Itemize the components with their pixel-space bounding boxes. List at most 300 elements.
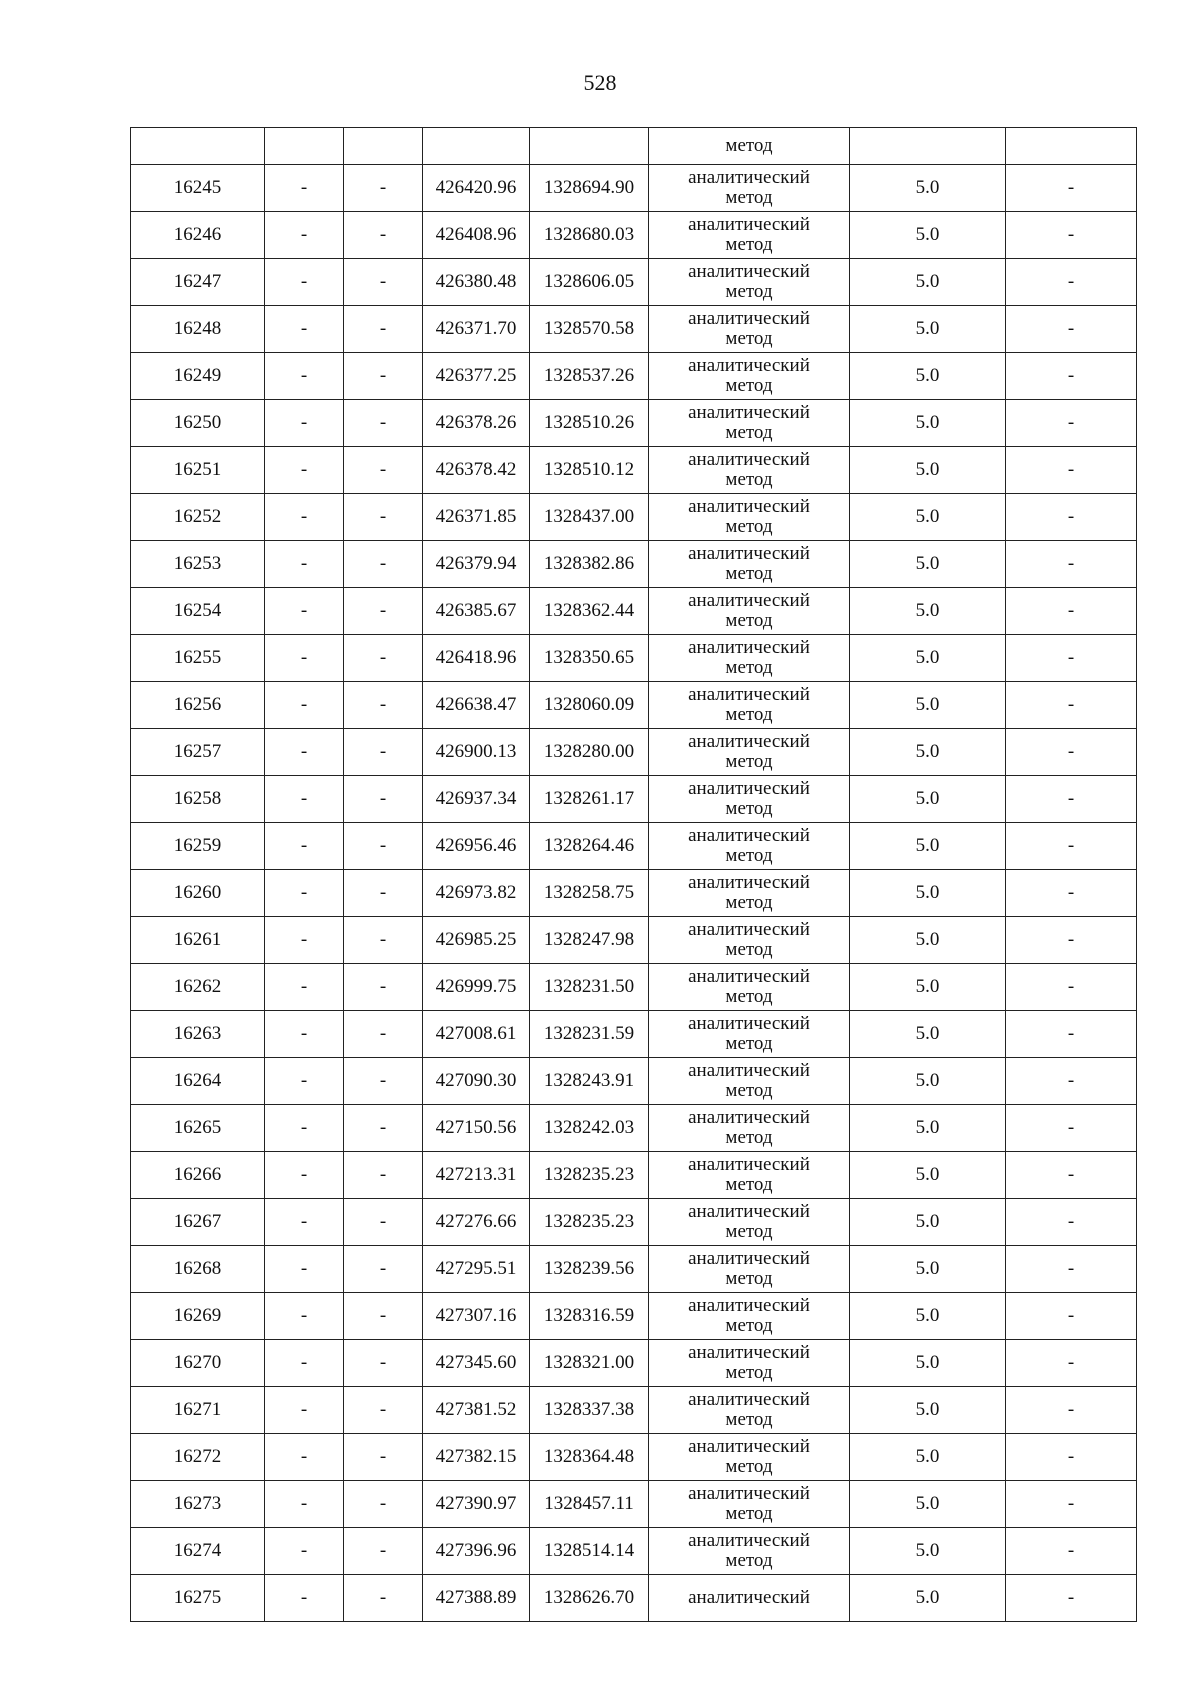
table-row <box>131 635 1137 682</box>
cell-y: 1328235.23 <box>530 1199 649 1246</box>
cell-dash: - <box>265 1246 344 1293</box>
method-line-1: аналитический <box>688 261 810 282</box>
cell-method <box>649 353 850 400</box>
cell-error: 5.0 <box>850 823 1006 870</box>
table-row <box>131 1434 1137 1481</box>
cell-method <box>649 964 850 1011</box>
cell-y: 1328362.44 <box>530 588 649 635</box>
table-row <box>131 541 1137 588</box>
method-line-2: метод <box>725 1315 773 1336</box>
cell-empty <box>344 128 423 165</box>
table-row <box>131 917 1137 964</box>
method-line-2: метод <box>725 1127 773 1148</box>
cell-dash: - <box>265 1387 344 1434</box>
cell-dash: - <box>1006 682 1137 729</box>
cell-dash: - <box>1006 917 1137 964</box>
cell-y: 1328264.46 <box>530 823 649 870</box>
cell-x: 427090.30 <box>423 1058 530 1105</box>
cell-dash: - <box>1006 635 1137 682</box>
method-line-1: аналитический <box>688 449 810 470</box>
method-line-1: аналитический <box>688 402 810 423</box>
cell-dash: - <box>265 212 344 259</box>
cell-empty <box>1006 128 1137 165</box>
cell-x: 426408.96 <box>423 212 530 259</box>
method-line-1: аналитический <box>688 590 810 611</box>
cell-x: 427150.56 <box>423 1105 530 1152</box>
cell-error: 5.0 <box>850 964 1006 1011</box>
cell-error: 5.0 <box>850 212 1006 259</box>
cell-x: 426937.34 <box>423 776 530 823</box>
cell-method <box>649 823 850 870</box>
method-line-2: метод <box>725 892 773 913</box>
cell-dash: - <box>265 541 344 588</box>
cell-point-number: 16249 <box>131 353 265 400</box>
cell-dash: - <box>344 729 423 776</box>
cell-point-number: 16256 <box>131 682 265 729</box>
method-line-1: аналитический <box>688 778 810 799</box>
cell-point-number: 16257 <box>131 729 265 776</box>
cell-x: 427388.89 <box>423 1575 530 1622</box>
cell-x: 427295.51 <box>423 1246 530 1293</box>
cell-dash: - <box>344 259 423 306</box>
table-row <box>131 447 1137 494</box>
table-row <box>131 165 1137 212</box>
cell-error: 5.0 <box>850 635 1006 682</box>
cell-error: 5.0 <box>850 1434 1006 1481</box>
cell-dash: - <box>344 588 423 635</box>
cell-method <box>649 1293 850 1340</box>
cell-dash: - <box>1006 259 1137 306</box>
cell-y: 1328280.00 <box>530 729 649 776</box>
cell-dash: - <box>344 776 423 823</box>
method-line-1: аналитический <box>688 1483 810 1504</box>
cell-error: 5.0 <box>850 1575 1006 1622</box>
method-line-1: аналитический <box>688 1295 810 1316</box>
cell-x: 426371.85 <box>423 494 530 541</box>
table-row <box>131 306 1137 353</box>
cell-y: 1328321.00 <box>530 1340 649 1387</box>
cell-point-number: 16246 <box>131 212 265 259</box>
cell-method <box>649 259 850 306</box>
method-line-1: аналитический <box>688 872 810 893</box>
cell-dash: - <box>265 1434 344 1481</box>
method-line-2: метод <box>725 563 773 584</box>
cell-dash: - <box>344 1058 423 1105</box>
cell-point-number: 16264 <box>131 1058 265 1105</box>
method-line-2: метод <box>725 704 773 725</box>
cell-point-number: 16245 <box>131 165 265 212</box>
table-row <box>131 494 1137 541</box>
cell-dash: - <box>344 870 423 917</box>
cell-dash: - <box>265 870 344 917</box>
cell-dash: - <box>265 964 344 1011</box>
cell-y: 1328235.23 <box>530 1152 649 1199</box>
cell-dash: - <box>1006 1340 1137 1387</box>
cell-x: 427382.15 <box>423 1434 530 1481</box>
table-row <box>131 588 1137 635</box>
cell-error: 5.0 <box>850 306 1006 353</box>
method-line-2: метод <box>725 375 773 396</box>
cell-method <box>649 1340 850 1387</box>
cell-error: 5.0 <box>850 400 1006 447</box>
cell-dash: - <box>1006 823 1137 870</box>
cell-error: 5.0 <box>850 259 1006 306</box>
table-row <box>131 259 1137 306</box>
cell-dash: - <box>344 1340 423 1387</box>
cell-dash: - <box>1006 1011 1137 1058</box>
cell-dash: - <box>344 917 423 964</box>
cell-y: 1328382.86 <box>530 541 649 588</box>
cell-x: 426378.42 <box>423 447 530 494</box>
cell-dash: - <box>1006 541 1137 588</box>
cell-dash: - <box>1006 306 1137 353</box>
method-line-2: метод <box>725 516 773 537</box>
cell-point-number: 16251 <box>131 447 265 494</box>
cell-method <box>649 1105 850 1152</box>
cell-x: 427008.61 <box>423 1011 530 1058</box>
method-line-1: аналитический <box>688 1587 810 1608</box>
method-line-1: аналитический <box>688 1201 810 1222</box>
cell-dash: - <box>1006 400 1137 447</box>
cell-y: 1328060.09 <box>530 682 649 729</box>
cell-x: 426385.67 <box>423 588 530 635</box>
cell-x: 426380.48 <box>423 259 530 306</box>
table-row <box>131 212 1137 259</box>
table-row <box>131 353 1137 400</box>
cell-dash: - <box>265 1340 344 1387</box>
cell-dash: - <box>265 682 344 729</box>
cell-point-number: 16271 <box>131 1387 265 1434</box>
cell-dash: - <box>1006 1105 1137 1152</box>
table-row <box>131 1199 1137 1246</box>
method-line-2: метод <box>725 469 773 490</box>
method-line-2: метод <box>725 1221 773 1242</box>
cell-dash: - <box>344 635 423 682</box>
cell-method <box>649 635 850 682</box>
cell-method <box>649 917 850 964</box>
cell-dash: - <box>1006 1575 1137 1622</box>
method-line-1: аналитический <box>688 1248 810 1269</box>
cell-point-number: 16273 <box>131 1481 265 1528</box>
cell-method <box>649 494 850 541</box>
cell-dash: - <box>265 917 344 964</box>
method-line-2: метод <box>725 1503 773 1524</box>
method-line-2: метод <box>725 1362 773 1383</box>
cell-dash: - <box>1006 1528 1137 1575</box>
cell-x: 426371.70 <box>423 306 530 353</box>
cell-dash: - <box>265 776 344 823</box>
method-line-2: метод <box>725 657 773 678</box>
method-line-2: метод <box>725 1174 773 1195</box>
method-line-1: аналитический <box>688 637 810 658</box>
cell-y: 1328680.03 <box>530 212 649 259</box>
cell-y: 1328694.90 <box>530 165 649 212</box>
method-line-2: метод <box>725 281 773 302</box>
cell-empty <box>131 128 265 165</box>
method-line-1: аналитический <box>688 214 810 235</box>
cell-error: 5.0 <box>850 494 1006 541</box>
coordinates-table <box>130 127 1137 1622</box>
cell-method <box>649 1434 850 1481</box>
cell-dash: - <box>344 353 423 400</box>
cell-dash: - <box>344 964 423 1011</box>
cell-point-number: 16259 <box>131 823 265 870</box>
cell-dash: - <box>1006 1058 1137 1105</box>
cell-dash: - <box>344 1387 423 1434</box>
method-line-2: метод <box>725 845 773 866</box>
cell-dash: - <box>1006 1246 1137 1293</box>
cell-y: 1328231.50 <box>530 964 649 1011</box>
cell-y: 1328350.65 <box>530 635 649 682</box>
cell-method <box>649 165 850 212</box>
cell-dash: - <box>344 400 423 447</box>
cell-point-number: 16261 <box>131 917 265 964</box>
cell-dash: - <box>1006 494 1137 541</box>
table-row <box>131 964 1137 1011</box>
cell-dash: - <box>1006 1199 1137 1246</box>
cell-y: 1328514.14 <box>530 1528 649 1575</box>
method-line-1: аналитический <box>688 1436 810 1457</box>
cell-dash: - <box>265 823 344 870</box>
cell-point-number: 16270 <box>131 1340 265 1387</box>
method-line-2: метод <box>725 328 773 349</box>
table-row-last <box>131 1575 1137 1622</box>
cell-point-number: 16269 <box>131 1293 265 1340</box>
method-line-2: метод <box>725 1550 773 1571</box>
cell-y: 1328337.38 <box>530 1387 649 1434</box>
cell-dash: - <box>344 1434 423 1481</box>
cell-point-number: 16267 <box>131 1199 265 1246</box>
cell-dash: - <box>265 635 344 682</box>
cell-dash: - <box>265 306 344 353</box>
cell-y: 1328626.70 <box>530 1575 649 1622</box>
method-line-2: метод <box>725 610 773 631</box>
cell-x: 426377.25 <box>423 353 530 400</box>
cell-dash: - <box>344 823 423 870</box>
method-line-1: аналитический <box>688 966 810 987</box>
cell-dash: - <box>1006 729 1137 776</box>
cell-point-number: 16274 <box>131 1528 265 1575</box>
cell-dash: - <box>344 306 423 353</box>
cell-dash: - <box>344 1481 423 1528</box>
method-line-2: метод <box>725 1456 773 1477</box>
method-line-1: аналитический <box>688 731 810 752</box>
table-row <box>131 682 1137 729</box>
cell-x: 426973.82 <box>423 870 530 917</box>
cell-dash: - <box>344 494 423 541</box>
table-row <box>131 1293 1137 1340</box>
cell-dash: - <box>265 1152 344 1199</box>
cell-x: 426638.47 <box>423 682 530 729</box>
cell-method <box>649 212 850 259</box>
table-row <box>131 1481 1137 1528</box>
cell-error: 5.0 <box>850 1199 1006 1246</box>
cell-x: 426420.96 <box>423 165 530 212</box>
cell-method <box>649 1575 850 1622</box>
method-line-2: метод <box>725 1409 773 1430</box>
cell-dash: - <box>1006 1293 1137 1340</box>
cell-dash: - <box>1006 1481 1137 1528</box>
cell-x: 426999.75 <box>423 964 530 1011</box>
cell-dash: - <box>1006 212 1137 259</box>
table-row <box>131 1058 1137 1105</box>
method-line-2: метод <box>725 187 773 208</box>
cell-dash: - <box>1006 870 1137 917</box>
cell-dash: - <box>344 1575 423 1622</box>
cell-dash: - <box>1006 353 1137 400</box>
method-line-1: аналитический <box>688 1107 810 1128</box>
method-line-2: метод <box>725 1268 773 1289</box>
cell-error: 5.0 <box>850 729 1006 776</box>
cell-dash: - <box>1006 165 1137 212</box>
cell-y: 1328510.12 <box>530 447 649 494</box>
cell-error: 5.0 <box>850 588 1006 635</box>
cell-y: 1328437.00 <box>530 494 649 541</box>
cell-dash: - <box>265 353 344 400</box>
method-tail-text: метод <box>725 135 773 156</box>
cell-error: 5.0 <box>850 776 1006 823</box>
table-row-continued <box>131 128 1137 165</box>
method-line-2: метод <box>725 939 773 960</box>
cell-method <box>649 447 850 494</box>
cell-method <box>649 682 850 729</box>
cell-point-number: 16253 <box>131 541 265 588</box>
cell-dash: - <box>344 1528 423 1575</box>
cell-point-number: 16255 <box>131 635 265 682</box>
cell-dash: - <box>344 1152 423 1199</box>
cell-y: 1328316.59 <box>530 1293 649 1340</box>
method-line-1: аналитический <box>688 1013 810 1034</box>
cell-error: 5.0 <box>850 353 1006 400</box>
cell-dash: - <box>265 1011 344 1058</box>
cell-y: 1328258.75 <box>530 870 649 917</box>
cell-error: 5.0 <box>850 1293 1006 1340</box>
method-line-2: метод <box>725 751 773 772</box>
cell-dash: - <box>265 494 344 541</box>
table-row <box>131 1011 1137 1058</box>
table-row <box>131 776 1137 823</box>
cell-empty <box>423 128 530 165</box>
cell-method <box>649 1011 850 1058</box>
cell-point-number: 16272 <box>131 1434 265 1481</box>
cell-point-number: 16268 <box>131 1246 265 1293</box>
cell-x: 427381.52 <box>423 1387 530 1434</box>
cell-method <box>649 306 850 353</box>
cell-method <box>649 588 850 635</box>
cell-empty <box>850 128 1006 165</box>
cell-dash: - <box>344 165 423 212</box>
table-row <box>131 1340 1137 1387</box>
cell-point-number: 16275 <box>131 1575 265 1622</box>
method-line-1: аналитический <box>688 308 810 329</box>
cell-dash: - <box>344 447 423 494</box>
cell-error: 5.0 <box>850 541 1006 588</box>
cell-dash: - <box>265 447 344 494</box>
cell-point-number: 16262 <box>131 964 265 1011</box>
cell-method <box>649 1387 850 1434</box>
method-line-2: метод <box>725 1033 773 1054</box>
cell-method <box>649 870 850 917</box>
cell-error: 5.0 <box>850 1481 1006 1528</box>
cell-point-number: 16260 <box>131 870 265 917</box>
cell-point-number: 16248 <box>131 306 265 353</box>
cell-dash: - <box>265 1293 344 1340</box>
cell-method <box>649 541 850 588</box>
cell-dash: - <box>265 165 344 212</box>
cell-point-number: 16250 <box>131 400 265 447</box>
cell-error: 5.0 <box>850 1387 1006 1434</box>
cell-empty <box>265 128 344 165</box>
cell-error: 5.0 <box>850 165 1006 212</box>
cell-y: 1328239.56 <box>530 1246 649 1293</box>
cell-y: 1328243.91 <box>530 1058 649 1105</box>
cell-y: 1328247.98 <box>530 917 649 964</box>
cell-dash: - <box>265 259 344 306</box>
cell-method <box>649 1152 850 1199</box>
cell-x: 426985.25 <box>423 917 530 964</box>
method-line-2: метод <box>725 422 773 443</box>
cell-dash: - <box>344 1293 423 1340</box>
cell-dash: - <box>344 541 423 588</box>
method-line-1: аналитический <box>688 919 810 940</box>
method-line-1: аналитический <box>688 543 810 564</box>
cell-y: 1328537.26 <box>530 353 649 400</box>
cell-dash: - <box>344 1011 423 1058</box>
table-row <box>131 1105 1137 1152</box>
cell-x: 426378.26 <box>423 400 530 447</box>
cell-point-number: 16258 <box>131 776 265 823</box>
cell-y: 1328242.03 <box>530 1105 649 1152</box>
table-row <box>131 823 1137 870</box>
cell-dash: - <box>344 1246 423 1293</box>
table-row <box>131 1152 1137 1199</box>
cell-point-number: 16266 <box>131 1152 265 1199</box>
cell-dash: - <box>265 1481 344 1528</box>
cell-method <box>649 1246 850 1293</box>
cell-error: 5.0 <box>850 682 1006 729</box>
cell-y: 1328510.26 <box>530 400 649 447</box>
cell-error: 5.0 <box>850 447 1006 494</box>
cell-dash: - <box>265 1105 344 1152</box>
cell-dash: - <box>1006 1152 1137 1199</box>
cell-x: 426379.94 <box>423 541 530 588</box>
table-row <box>131 400 1137 447</box>
cell-y: 1328457.11 <box>530 1481 649 1528</box>
cell-error: 5.0 <box>850 1340 1006 1387</box>
table-row <box>131 1528 1137 1575</box>
table-row <box>131 1246 1137 1293</box>
cell-point-number: 16263 <box>131 1011 265 1058</box>
cell-dash: - <box>1006 588 1137 635</box>
cell-dash: - <box>265 1058 344 1105</box>
cell-error: 5.0 <box>850 1528 1006 1575</box>
method-line-2: метод <box>725 1080 773 1101</box>
cell-x: 427213.31 <box>423 1152 530 1199</box>
cell-x: 427390.97 <box>423 1481 530 1528</box>
method-line-1: аналитический <box>688 496 810 517</box>
cell-method <box>649 1528 850 1575</box>
table-row <box>131 1387 1137 1434</box>
cell-x: 426956.46 <box>423 823 530 870</box>
cell-x: 426418.96 <box>423 635 530 682</box>
cell-x: 427396.96 <box>423 1528 530 1575</box>
cell-dash: - <box>265 400 344 447</box>
cell-empty <box>530 128 649 165</box>
cell-y: 1328261.17 <box>530 776 649 823</box>
cell-point-number: 16252 <box>131 494 265 541</box>
cell-error: 5.0 <box>850 870 1006 917</box>
method-line-1: аналитический <box>688 1342 810 1363</box>
